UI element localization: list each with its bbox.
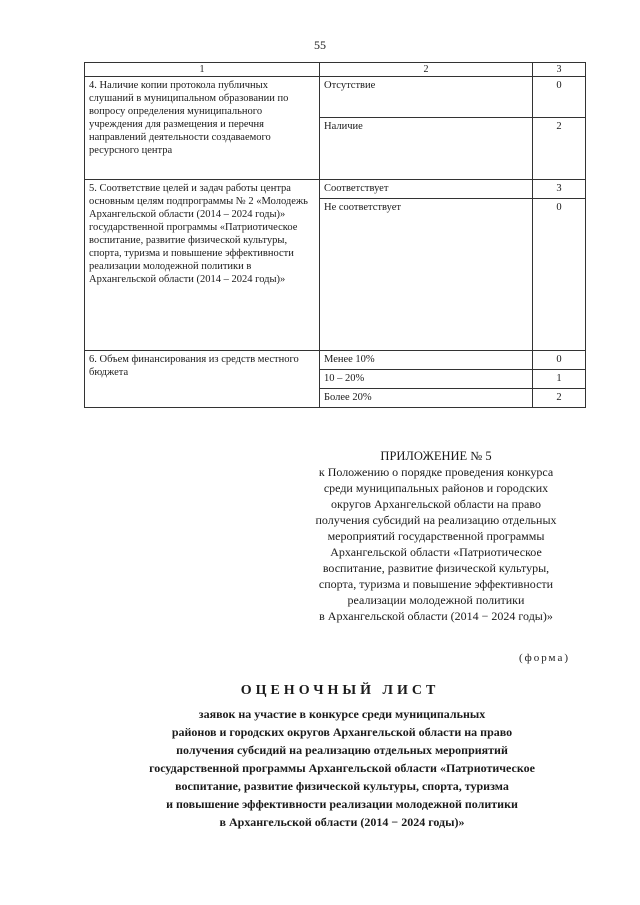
score-cell: 0 bbox=[533, 199, 586, 351]
column-header-3: 3 bbox=[533, 63, 586, 77]
subtitle-line: государственной программы Архангельской области «Патриотическое bbox=[149, 761, 535, 775]
subtitle-line: заявок на участие в конкурсе среди муниципальных bbox=[198, 707, 486, 721]
option-label-cell: Наличие bbox=[320, 118, 533, 180]
score-cell: 0 bbox=[533, 351, 586, 370]
table-row bbox=[85, 351, 586, 370]
appendix-title: ПРИЛОЖЕНИЕ № 5 bbox=[380, 449, 492, 463]
score-cell: 2 bbox=[533, 389, 586, 408]
criterion-cell: 6. Объем финансирования из средств местного бюджета bbox=[85, 351, 320, 408]
score-cell: 3 bbox=[533, 180, 586, 199]
appendix-block bbox=[276, 448, 596, 624]
subtitle-line: в Архангельской области (2014 − 2024 годы)» bbox=[219, 815, 465, 829]
criteria-table bbox=[84, 62, 586, 408]
option-label-cell: Не соответствует bbox=[320, 199, 533, 351]
option-label-cell: 10 – 20% bbox=[320, 370, 533, 389]
score-cell: 1 bbox=[533, 370, 586, 389]
option-label-cell: Менее 10% bbox=[320, 351, 533, 370]
appendix-line: среди муниципальных районов и городских bbox=[323, 481, 549, 495]
table-header-row bbox=[85, 63, 586, 77]
sheet-subtitle bbox=[84, 705, 600, 831]
appendix-line: реализации молодежной политики bbox=[347, 593, 525, 607]
table-row bbox=[85, 180, 586, 199]
option-label-cell: Соответствует bbox=[320, 180, 533, 199]
subtitle-line: и повышение эффективности реализации молодежной политики bbox=[166, 797, 518, 811]
appendix-line: к Положению о порядке проведения конкурса bbox=[318, 465, 554, 479]
appendix-line: спорта, туризма и повышение эффективности bbox=[318, 577, 554, 591]
option-label-cell: Отсутствие bbox=[320, 77, 533, 118]
column-header-2: 2 bbox=[320, 63, 533, 77]
appendix-line: мероприятий государственной программы bbox=[327, 529, 545, 543]
criterion-cell: 4. Наличие копии протокола публичных слушаний в муниципальном образовании по вопросу определения муниципального учреждения для размещения и перечня направлений деятельности создаваемого ресурсного центра bbox=[85, 77, 320, 180]
option-label-cell: Более 20% bbox=[320, 389, 533, 408]
appendix-line: округов Архангельской области на право bbox=[331, 497, 541, 511]
appendix-line: воспитание, развитие физической культуры, bbox=[322, 561, 550, 575]
page-number: 55 bbox=[314, 38, 326, 52]
appendix-line: получения субсидий на реализацию отдельных bbox=[315, 513, 557, 527]
criterion-cell: 5. Соответствие целей и задач работы центра основным целям подпрограммы № 2 «Молодежь Архангельской области (2014 – 2024 годы)» государственной программы «Патриотическое воспитание, развитие физической культуры, спорта, туризма и повышение эффективности реализации молодежной политики в Архангельской области (2014 – 2024 годы)» bbox=[85, 180, 320, 351]
form-note: (форма) bbox=[518, 652, 570, 664]
score-cell: 0 bbox=[533, 77, 586, 118]
table-row bbox=[85, 77, 586, 118]
subtitle-line: районов и городских округов Архангельской области на право bbox=[171, 725, 513, 739]
column-header-1: 1 bbox=[85, 63, 320, 77]
subtitle-line: получения субсидий на реализацию отдельных мероприятий bbox=[176, 743, 508, 757]
score-cell: 2 bbox=[533, 118, 586, 180]
sheet-title: ОЦЕНОЧНЫЙ ЛИСТ bbox=[240, 683, 440, 698]
subtitle-line: воспитание, развитие физической культуры, спорта, туризма bbox=[175, 779, 509, 793]
appendix-line: Архангельской области «Патриотическое bbox=[330, 545, 542, 559]
appendix-line: в Архангельской области (2014 − 2024 годы)» bbox=[319, 609, 553, 623]
